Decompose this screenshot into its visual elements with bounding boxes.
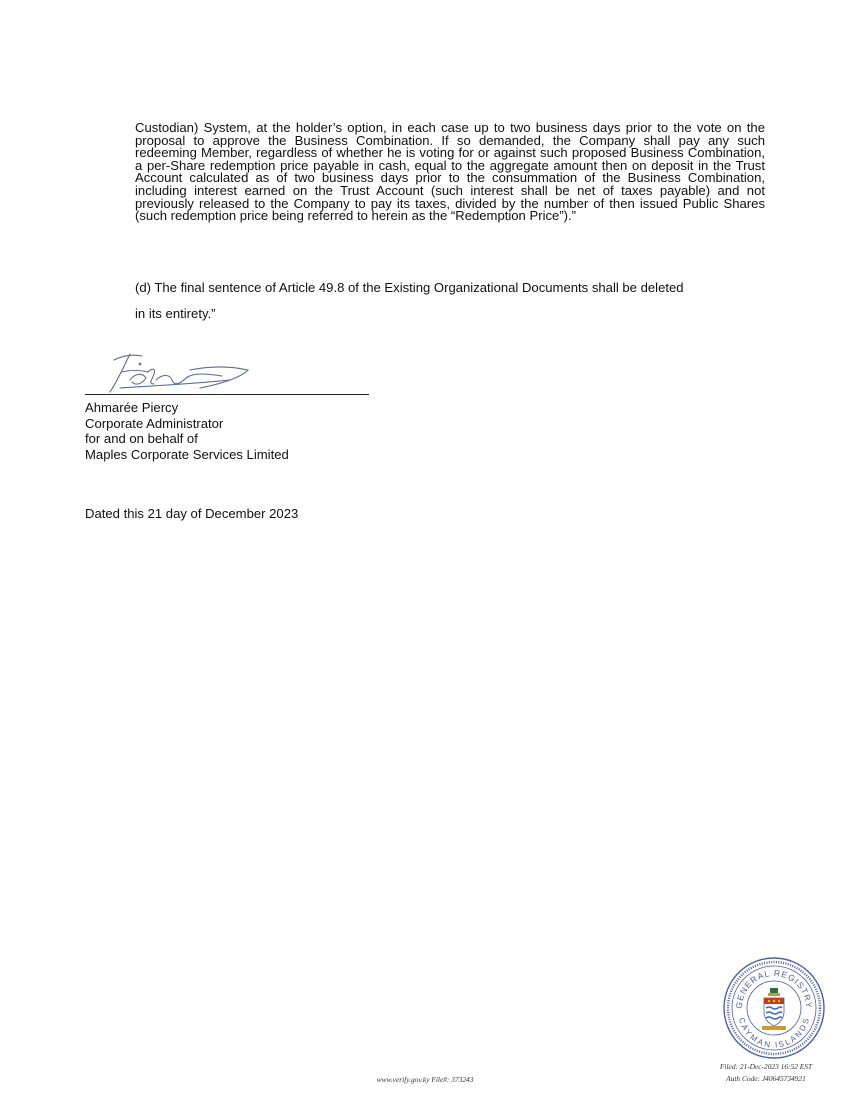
- resolution-clause-d: (d) The final sentence of Article 49.8 of the Existing Organizational Documents shall be deleted: [135, 280, 684, 295]
- resolution-paragraph: Custodian) System, at the holder’s option, in each case up to two business days prior to the vote on the proposal to approve the Business Combination. If so demanded, the Company shall pay any such redeeming Member, regardless of whether he is voting for or against such proposed Business Combination, a per-Share redemption price payable in cash, equal to the aggregate amount then on deposit in the Trust Account calculated as of two business days prior to the consummation of the Business Combination, including interest earned on the Trust Account (such interest shall be net of taxes payable) and not previously released to the Company to pay its taxes, divided by the number of then issued Public Shares (such redemption price being referred to herein as the “Redemption Price”).”: [135, 120, 765, 224]
- seal-bottom-text: CAYMAN ISLANDS: [736, 1016, 812, 1050]
- coat-of-arms-icon: [762, 988, 786, 1030]
- handwritten-signature: [90, 350, 370, 396]
- signatory-title: Corporate Administrator: [85, 415, 224, 431]
- dated-text: Dated this 21 day of December 2023: [85, 506, 299, 521]
- verify-footer: www.verify.gov.ky File#: 373243: [376, 1075, 474, 1084]
- filed-date: Filed: 21-Dec-2023 16:52 EST: [719, 1062, 813, 1071]
- signatory-company: Maples Corporate Services Limited: [85, 446, 289, 462]
- signatory-name: Ahmarée Piercy: [85, 400, 179, 415]
- signatory-behalf: for and on behalf of: [85, 431, 198, 446]
- registry-seal: [722, 956, 826, 1060]
- auth-code: Auth Code: J40645734921: [726, 1074, 806, 1083]
- resolution-clause-d-continued: in its entirety.”: [135, 306, 216, 321]
- dated-line: [85, 506, 298, 522]
- signature-line: [85, 394, 369, 395]
- signatory-block: [85, 400, 289, 462]
- seal-top-text: GENERAL REGISTRY: [733, 967, 815, 1010]
